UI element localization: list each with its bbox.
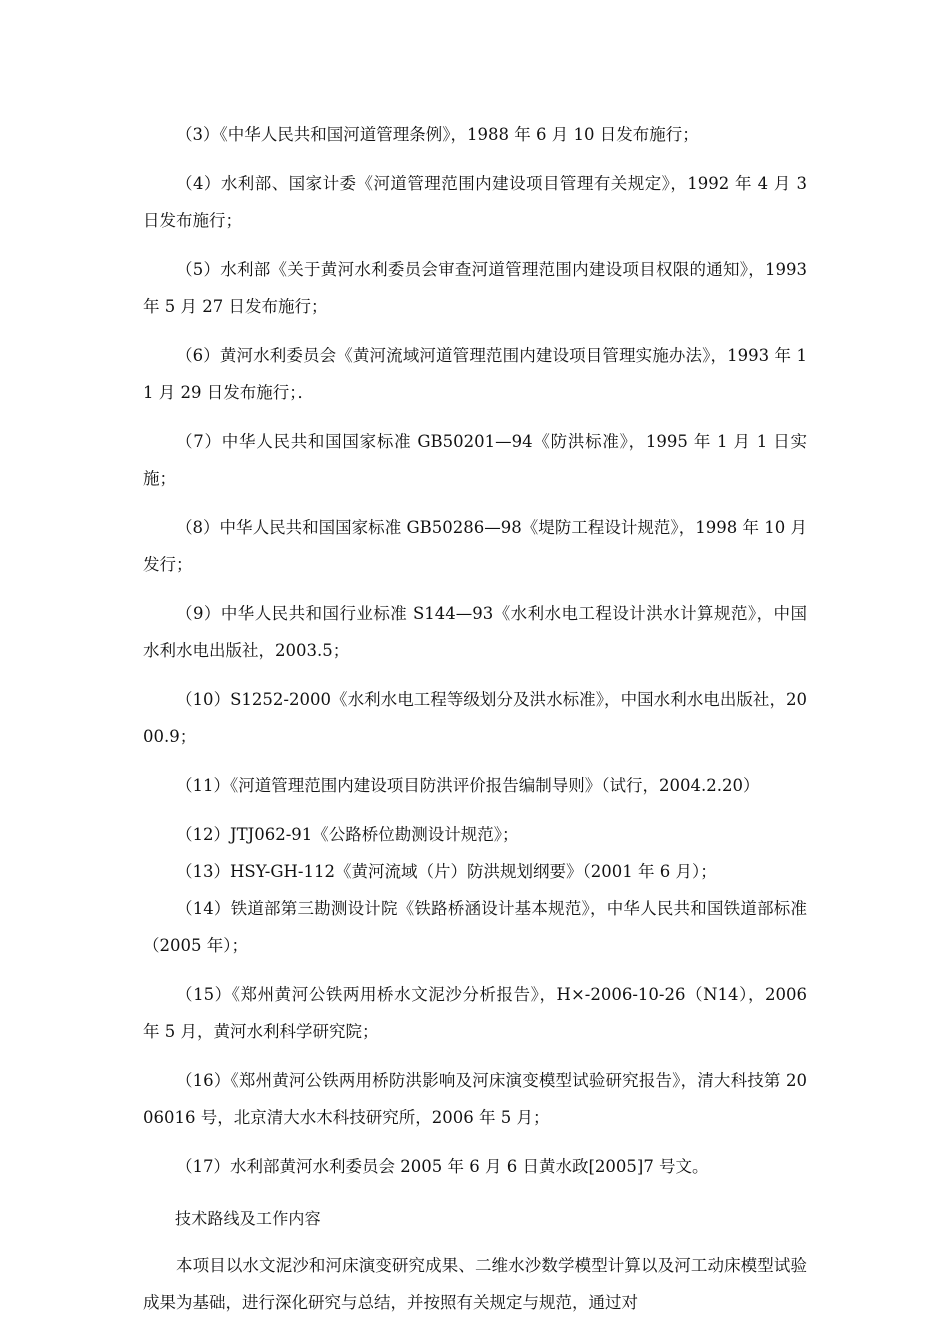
reference-item-17: （17）水利部黄河水利委员会 2005 年 6 月 6 日黄水政[2005]7 号文。 — [176, 1157, 709, 1176]
reference-item-15: （15）《郑州黄河公铁两用桥水文泥沙分析报告》，H×-2006-10-26（N14），2006 年 5 月，黄河水利科学研究院； — [143, 985, 807, 1041]
reference-item-10: （10）S1252-2000《水利水电工程等级划分及洪水标准》，中国水利水电出版社，2000.9； — [143, 690, 807, 746]
reference-item-14: （14）铁道部第三勘测设计院《铁路桥涵设计基本规范》，中华人民共和国铁道部标准（2005 年）； — [143, 899, 807, 955]
reference-item-11: （11）《河道管理范围内建设项目防洪评价报告编制导则》（试行，2004.2.20） — [176, 776, 760, 795]
reference-item-9: （9）中华人民共和国行业标准 S144—93《水利水电工程设计洪水计算规范》，中国水利水电出版社，2003.5； — [143, 604, 807, 660]
reference-item-13: （13）HSY-GH-112《黄河流域（片）防洪规划纲要》（2001 年 6 月）； — [176, 862, 717, 881]
reference-item-12: （12）JTJ062-91《公路桥位勘测设计规范》； — [176, 825, 519, 844]
body-paragraph: 本项目以水文泥沙和河床演变研究成果、二维水沙数学模型计算以及河工动床模型试验成果为基础，进行深化研究与总结，并按照有关规定与规范，通过对 — [143, 1256, 807, 1312]
reference-item-5: （5）水利部《关于黄河水利委员会审查河道管理范围内建设项目权限的通知》，1993 年 5 月 27 日发布施行； — [143, 260, 807, 316]
reference-item-8: （8）中华人民共和国国家标准 GB50286—98《堤防工程设计规范》，1998 年 10 月发行； — [143, 518, 807, 574]
reference-item-4: （4）水利部、国家计委《河道管理范围内建设项目管理有关规定》，1992 年 4 月 3 日发布施行； — [143, 174, 807, 230]
reference-item-7: （7）中华人民共和国国家标准 GB50201—94《防洪标准》，1995 年 1 月 1 日实施； — [143, 432, 807, 488]
reference-item-3: （3）《中华人民共和国河道管理条例》，1988 年 6 月 10 日发布施行； — [176, 125, 699, 144]
section-heading: 技术路线及工作内容 — [175, 1209, 321, 1228]
document-body — [143, 116, 807, 1321]
reference-item-6: （6）黄河水利委员会《黄河流域河道管理范围内建设项目管理实施办法》，1993 年 11 月 29 日发布施行；． — [143, 346, 807, 402]
reference-item-16: （16）《郑州黄河公铁两用桥防洪影响及河床演变模型试验研究报告》，清大科技第 2006016 号，北京清大水木科技研究所，2006 年 5 月； — [143, 1071, 807, 1127]
